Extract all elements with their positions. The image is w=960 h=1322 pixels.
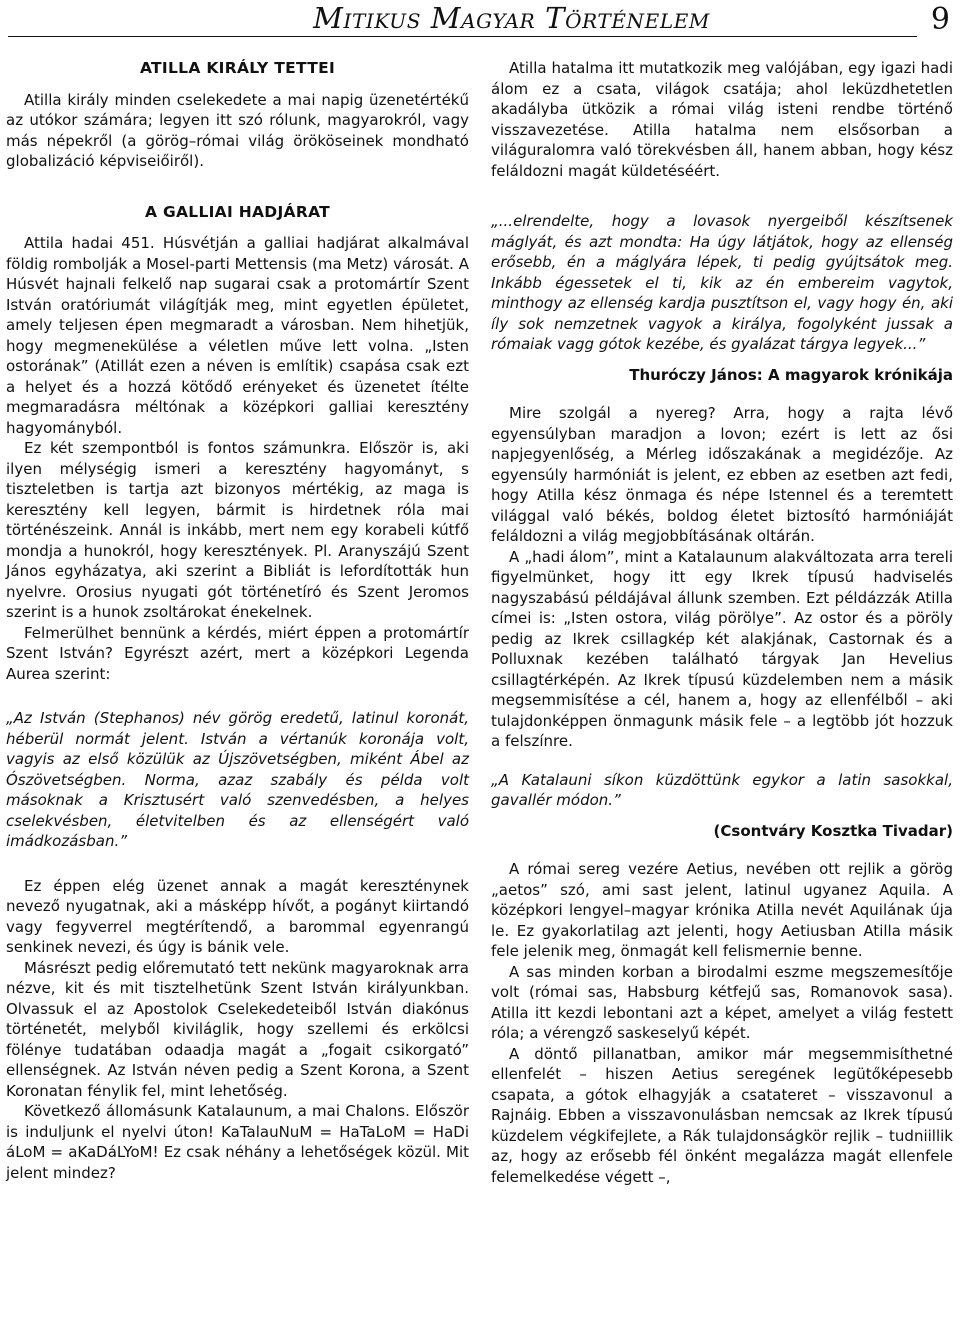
paragraph: Ez két szempontból is fontos számunkra. Először is, aki ilyen mélységig ismeri a keresztény hagyományt, s tiszteletben is tartja azt bizonyos mértékig, az maga is keresztény kell legyen, bármit is hirdetnek róla mai történészeink. Annál is inkább, mert nem egy korabeli kútfő mondja a hunokról, hogy keresztények. Pl. Aranyszájú Szent János egyházatya, aki szerint a Bibliát is lefordították hun nyelvre. Orosius nyugati gót történetíró és Szent Jeromos szerint is a hunok zsoltárokat énekelnek. [6,439,469,621]
paragraph: Másrészt pedig előremutató tett nekünk magyaroknak arra nézve, kit és mit tisztelhetünk Szent István királyunkban. Olvassuk el az Apostolok Cselekedeteiből István diakónus történetét, melyből kiviláglik, hogy szellemi és erkölcsi fölénye tudatában odaadja magát a „fogait csikorgató” ellenségnek. Az István néven pedig a Szent Korona, a Szent Koronatan fénylik fel, mint lehetőség. [6,958,469,1100]
paragraph: Felmerülhet bennünk a kérdés, miért éppen a protomártír Szent István? Egyrészt azért, mert a középkori Legenda Aurea szerint: [6,623,469,683]
header-rule [8,36,950,37]
block-quote: „...elrendelte, hogy a lovasok nyergeiből készítsenek máglyát, és azt mondta: Ha úgy látjátok, hogy az ellenség erősebb, én a máglyára lépek, ti pedig gyújtsátok meg. Inkább égessetek el ti, kik az én embereim vagytok, minthogy az ellenség kardja pusztítson el, vagy hogy én, aki íly sok nemzetnek vagyok a királya, fogolyként jussak a rómaiak vagg gótok kezébe, és gyalázat tárgya legyek...” [491,212,953,353]
page-number: 9 [917,2,950,37]
left-column [6,58,469,1183]
paragraph: Atilla király minden cselekedete a mai napig üzenetértékű az utókor számára; legyen itt szó rólunk, magyarokról, vagy más népekről (a görög–római világ örököseinek mondható globalizáció képviseiőiről). [6,90,469,170]
paragraph: A „hadi álom”, mint a Katalaunum alakváltozata arra tereli figyelmünket, hogy itt egy Ikrek típusú hadviselés nagyszabású példájával állunk szemben. Ezt példázzák Atilla címei is: „Isten ostora, világ pörölye”. Az ostor és a pöröly pedig az Ikrek csillagkép két alakjának, Castornak és a Polluxnak kezében található tárgyak Jan Hevelius csillagtérképén. Az Ikrek típusú küzdelemben nem a másik megsemmisítése a cél, hanem a, hogy az ellenfélből – aki tulajdonképpen önmagunk másik fele – a legtöbb jót hozzuk a felszínre. [491,547,953,750]
quote-attribution: Thuróczy János: A magyarok krónikája [629,365,953,384]
paragraph: Atilla hatalma itt mutatkozik meg valójában, egy igazi hadi álom ez a csata, világok csatája; ahol leküzdhetetlen akadályba ütközik a római világ isteni rendbe történő visszavezetése. Atilla hatalma nem elsősorban a világuralomra való törekvésben áll, hanem abban, hogy kész feláldozni magát küldetéséért. [491,59,953,180]
paragraph: Ez éppen elég üzenet annak a magát kereszténynek nevező nyugatnak, aki a másképp hívőt, a pogányt kiirtandó vagy fegyverrel megtérítendő, a barommal egyenrangú senkinek nevezi, és úgy is bánik vele. [6,876,469,956]
block-quote: „A Katalauni síkon küzdöttünk egykor a latin sasokkal, gavallér módon.” [491,770,953,809]
paragraph: A sas minden korban a birodalmi eszme megszemesítője volt (római sas, Habsburg kétfejű sas, Romanovok sasa). Atilla itt kezdi lebontani azt a képet, amelyet a világ festett róla; a vérengző saskeselyű képét. [491,962,953,1042]
running-title: Mitikus Magyar Történelem [303,1,720,35]
block-quote: „Az István (Stephanos) név görög eredetű, latinul koronát, héberül normát jelent. István a vértanúk koronája volt, vagyis az első közülük az Újszövetségben, miként Ábel az Ószövetségben. Norma, azaz szabály és példa volt másoknak a Krisztusért való szenvedésben, a helyes cselekvésben, életvitelben és az ellenségért való imádkozásban.” [6,709,469,850]
quote-attribution: (Csontváry Kosztka Tivadar) [713,821,953,840]
paragraph: Következő állomásunk Katalaunum, a mai Chalons. Először is induljunk el nyelvi úton! KaTalauNuM = HaTaLoM = HaDi áLoM = aKaDáLYoM! Ez csak néhány a lehetőségek közül. Mit jelent mindez? [6,1102,469,1182]
paragraph: Attila hadai 451. Húsvétján a galliai hadjárat alkalmával földig rombolják a Mosel-parti Mettensis (ma Metz) városát. A Húsvét hajnali felkelő nap sugarai csak a protomártír Szent István oratóriumát világítják meg, mint egyetlen épületet, amely teljesen épen megmaradt a városban. Nem hihetjük, hogy megmenekülése a véletlen műve lett volna. „Isten ostorának” (Atillát ezen a néven is említik) csapása csak ezt a helyet és a hozzá kötődő erényeket és üzenetet ítélte megmaradásra méltónak a középkori galliai keresztény hagyományból. [6,234,469,437]
paragraph: A döntő pillanatban, amikor már megsemmisíthetné ellenfelét – hiszen Aetius seregének legütőképesebb csapata, a gótok elhagyják a csatateret – visszavonul a Rajnáig. Ebben a visszavonulásban nemcsak az Ikrek típusú küzdelem végkifejlete, a Rák tulajdonságkör rejlik – tudniillik az, hogy az erősebb fél önként megalázza magát ellenfele felemelkedése végett –, [491,1044,953,1186]
right-column [491,58,953,1187]
page-header [0,0,960,46]
paragraph: Mire szolgál a nyereg? Arra, hogy a rajta lévő egyensúlyban maradjon a lovon; ezért is lett az ősi napjegyenlőség, a Mérleg időszakának a megidézője. Az egyensúly harmóniát is jelent, ez ebben az esetben azt fedi, hogy Atilla kész önmaga és népe Istennel és a teremtett világgal való békés, boldog életet biztosító harmóniáját feláldozni a világ megjobbításának oltárán. [491,404,953,545]
section-heading-galliai: A GALLIAI HADJÁRAT [144,202,331,221]
paragraph: A római sereg vezére Aetius, nevében ott rejlik a görög „aetos” szó, ami sast jelent, latinul ugyanez Aquila. A középkori lengyel–magyar krónika Atilla nevét Aquilának úja le. Ez gyakorlatilag azt jelenti, hogy Aetiusban Atilla másik fele jelenik meg, önmagát kell felismernie benne. [491,860,953,960]
section-heading-atilla: ATILLA KIRÁLY TETTEI [139,59,336,77]
